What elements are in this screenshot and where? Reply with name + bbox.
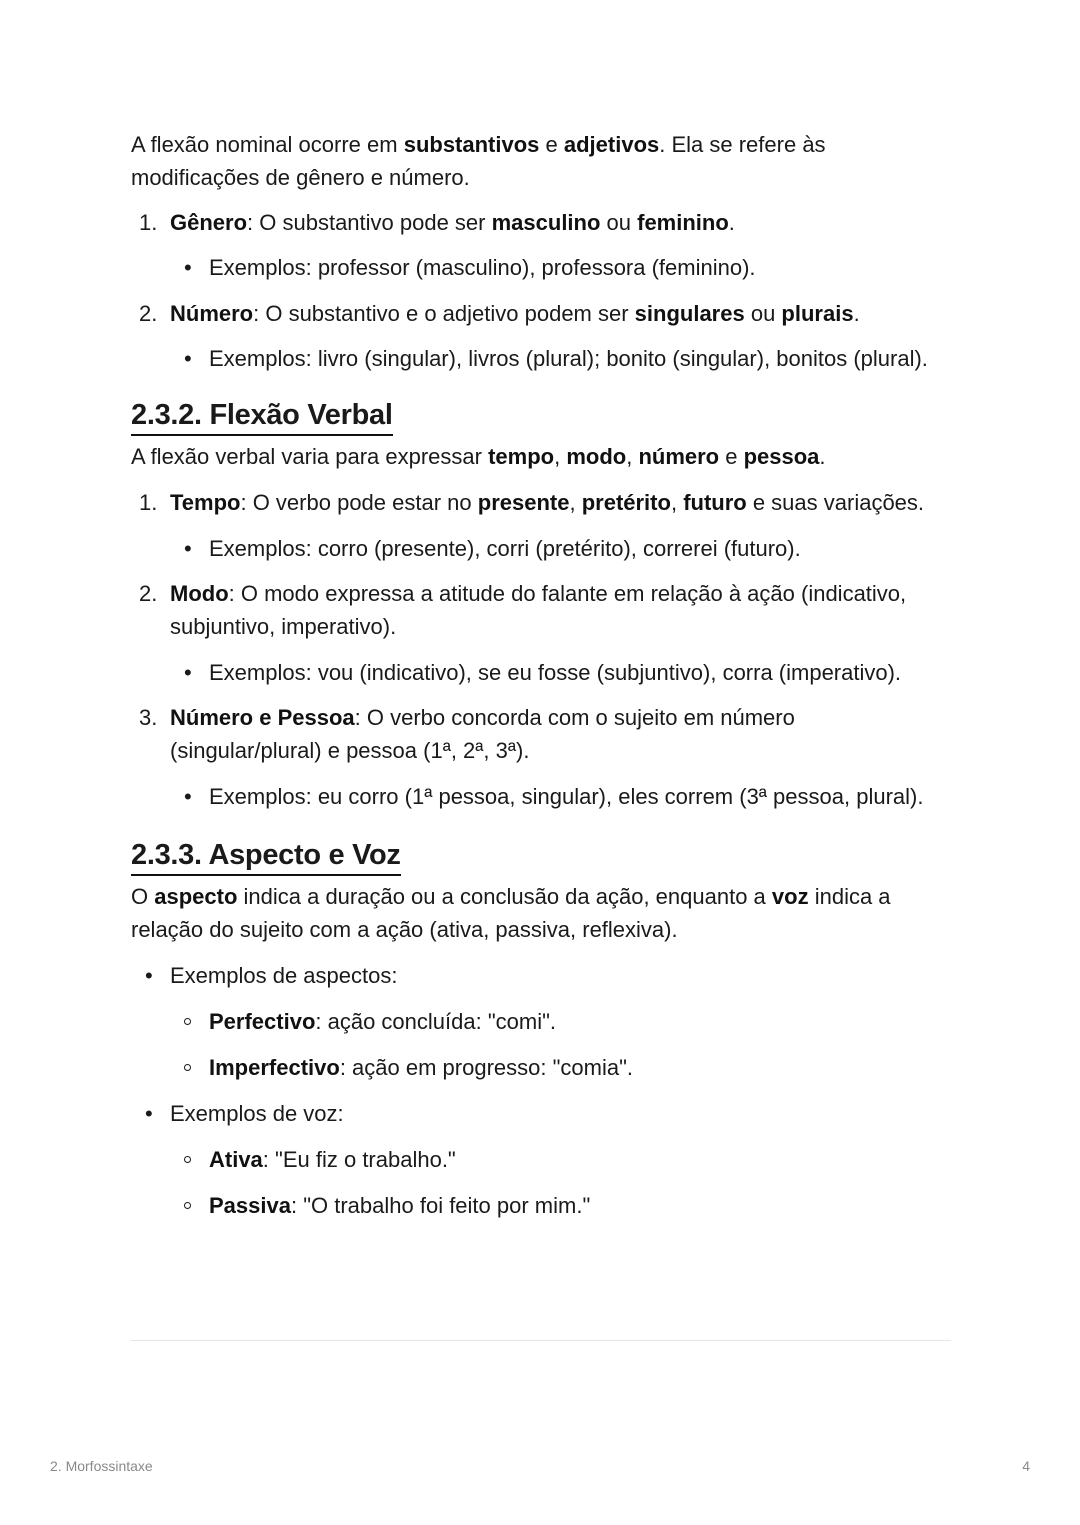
text: indica a relação do sujeito com a ação (ativa, passiva, reflexiva). <box>131 884 891 942</box>
footer-page-number: 4 <box>1022 1458 1030 1474</box>
text: : "Eu fiz o trabalho." <box>262 1147 456 1172</box>
text: , <box>626 444 639 469</box>
hollow-bullet-icon <box>184 1202 191 1209</box>
footer-chapter: 2. Morfossintaxe <box>50 1458 153 1474</box>
bullet-icon: • <box>184 784 192 809</box>
text: A flexão verbal varia para expressar <box>131 444 489 469</box>
heading-wrapper <box>131 837 951 876</box>
verbal-list <box>131 486 951 813</box>
heading-wrapper <box>131 397 951 436</box>
text: : ação em progresso: "comia". <box>339 1055 634 1080</box>
hollow-bullet-icon <box>184 1064 191 1071</box>
bold-term: Número <box>170 301 254 326</box>
text: ou <box>744 301 782 326</box>
divider <box>131 1340 951 1341</box>
bold-term: masculino <box>491 210 601 235</box>
text: indica a duração ou a conclusão da ação, enquanto a <box>237 884 772 909</box>
text: : O verbo concorda com o sujeito em número (singular/plural) e pessoa (1ª, 2ª, 3ª). <box>170 705 795 763</box>
hollow-bullet-icon <box>184 1018 191 1025</box>
bold-term: Passiva <box>209 1193 291 1218</box>
text: . <box>819 444 826 469</box>
bold-term: singulares <box>634 301 745 326</box>
example-item <box>170 532 951 565</box>
example-item <box>170 1051 951 1084</box>
text: : O modo expressa a atitude do falante em relação à ação (indicativo, subjuntivo, imperativo). <box>170 581 907 639</box>
text: , <box>569 490 582 515</box>
verbal-intro-paragraph <box>131 440 951 473</box>
group-label: Exemplos de voz: <box>170 1101 344 1126</box>
list-item-genero <box>131 206 951 284</box>
text: : O substantivo pode ser <box>247 210 492 235</box>
example-item <box>170 1143 951 1176</box>
text: e <box>719 444 744 469</box>
example-item <box>170 780 951 813</box>
text: . <box>853 301 860 326</box>
bold-term: modo <box>566 444 627 469</box>
example-item <box>170 251 951 284</box>
bold-term: Número e Pessoa <box>170 705 355 730</box>
bold-term: futuro <box>683 490 747 515</box>
section-heading-aspecto-voz: 2.3.3. Aspecto e Voz <box>131 837 401 876</box>
bold-term: Imperfectivo <box>209 1055 340 1080</box>
sub-list <box>170 342 951 375</box>
bold-term: Tempo <box>170 490 241 515</box>
list-item-voice-examples <box>131 1097 951 1222</box>
document-body <box>131 128 951 1222</box>
text: O <box>131 884 155 909</box>
examples-list <box>131 959 951 1222</box>
list-number: 3. <box>139 705 158 730</box>
example-item <box>170 1005 951 1038</box>
bold-term: presente <box>477 490 570 515</box>
nominal-list <box>131 206 951 375</box>
text: A flexão nominal ocorre em <box>131 132 404 157</box>
bold-term: plurais <box>781 301 854 326</box>
list-number: 1. <box>139 490 158 515</box>
bold-term: pretérito <box>581 490 671 515</box>
text: e <box>539 132 564 157</box>
bold-term: feminino <box>637 210 729 235</box>
aspect-intro-paragraph <box>131 880 951 946</box>
text: : O verbo pode estar no <box>240 490 478 515</box>
text: : O substantivo e o adjetivo podem ser <box>253 301 635 326</box>
bold-term: aspecto <box>154 884 238 909</box>
example-text: Exemplos: livro (singular), livros (plural); bonito (singular), bonitos (plural). <box>209 346 928 371</box>
bold-term: voz <box>771 884 809 909</box>
list-number: 2. <box>139 581 158 606</box>
bold-term: tempo <box>488 444 555 469</box>
bold-term: Ativa <box>209 1147 263 1172</box>
text: e suas variações. <box>746 490 925 515</box>
example-item <box>170 1189 951 1222</box>
bold-term: Modo <box>170 581 229 606</box>
list-item-modo <box>131 577 951 689</box>
text: : ação concluída: "comi". <box>315 1009 557 1034</box>
example-item <box>170 656 951 689</box>
bold-term: número <box>638 444 720 469</box>
bullet-icon: • <box>145 963 153 988</box>
nominal-intro-paragraph <box>131 128 951 194</box>
list-number: 1. <box>139 210 158 235</box>
hollow-bullet-icon <box>184 1156 191 1163</box>
sub-list <box>170 532 951 565</box>
bullet-icon: • <box>145 1101 153 1126</box>
sub-list <box>170 656 951 689</box>
bold-term: Gênero <box>170 210 248 235</box>
sub-list <box>170 1143 951 1222</box>
list-item-numero <box>131 297 951 375</box>
list-item-numero-pessoa <box>131 701 951 813</box>
sub-list <box>170 251 951 284</box>
example-item <box>170 342 951 375</box>
bold-term: substantivos <box>403 132 540 157</box>
text: ou <box>600 210 638 235</box>
example-text: Exemplos: corro (presente), corri (pretérito), correrei (futuro). <box>209 536 801 561</box>
text: . Ela se refere às modificações de gênero e número. <box>131 132 826 190</box>
sub-list <box>170 780 951 813</box>
text: , <box>554 444 567 469</box>
list-item-tempo <box>131 486 951 565</box>
example-text: Exemplos: professor (masculino), professora (feminino). <box>209 255 756 280</box>
list-number: 2. <box>139 301 158 326</box>
sub-list <box>170 1005 951 1084</box>
text: : "O trabalho foi feito por mim." <box>290 1193 591 1218</box>
text: . <box>728 210 735 235</box>
bullet-icon: • <box>184 660 192 685</box>
text: , <box>670 490 684 515</box>
bold-term: Perfectivo <box>209 1009 316 1034</box>
section-heading-flexao-verbal: 2.3.2. Flexão Verbal <box>131 397 393 436</box>
bullet-icon: • <box>184 255 192 280</box>
bold-term: pessoa <box>743 444 820 469</box>
bullet-icon: • <box>184 536 192 561</box>
example-text: Exemplos: eu corro (1ª pessoa, singular), eles correm (3ª pessoa, plural). <box>209 784 924 809</box>
group-label: Exemplos de aspectos: <box>170 963 398 988</box>
bold-term: adjetivos <box>563 132 660 157</box>
example-text: Exemplos: vou (indicativo), se eu fosse (subjuntivo), corra (imperativo). <box>209 660 902 685</box>
bullet-icon: • <box>184 346 192 371</box>
list-item-aspect-examples <box>131 959 951 1084</box>
